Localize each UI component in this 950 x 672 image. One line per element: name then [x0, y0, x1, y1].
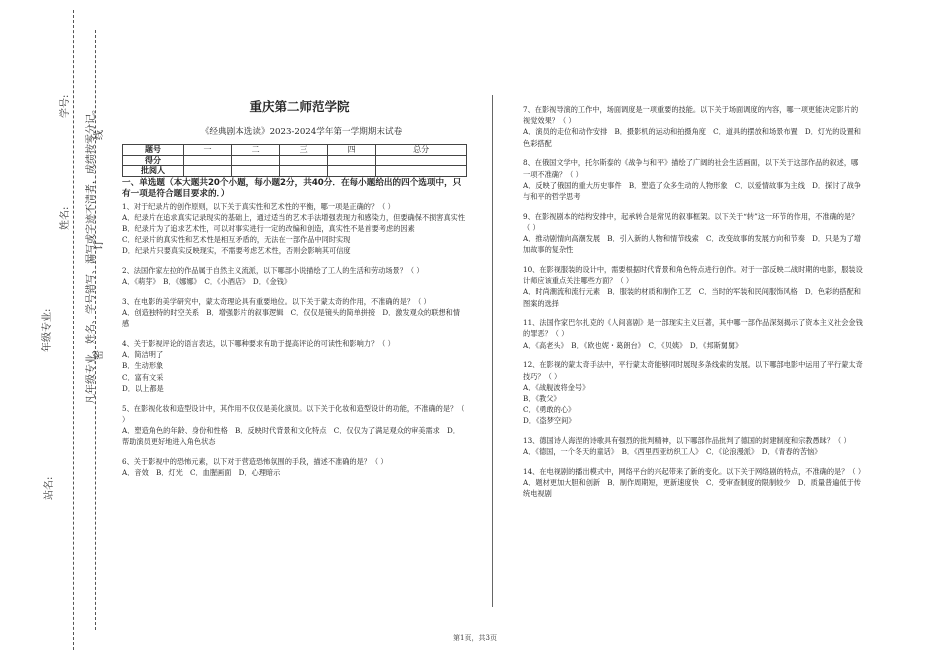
column-header: 二	[232, 145, 280, 156]
column-header: 四	[328, 145, 376, 156]
score-cell	[232, 166, 280, 177]
seal-order-mark: 订	[94, 240, 105, 250]
question-item	[523, 317, 863, 351]
question-option: B．《教父》	[523, 393, 561, 403]
question-option: D．《盗梦空间》	[523, 416, 576, 426]
question-stem: 5、在影视化妆和造型设计中，其作用不仅仅是美化演员。以下关于化妆和造型设计的功能，不准确的是？（ ）	[122, 403, 465, 424]
page-number: 第1页，共3页	[453, 634, 497, 642]
question-option: A．时尚潮流和流行元素 B．服装的材质和制作工艺 C．当时的军装和民间服饰风格 D．色彩的搭配和图案的选择	[523, 287, 861, 308]
grade-major-label: 年级专业:	[42, 308, 53, 352]
question-stem: 8、在俄国文学中，托尔斯泰的《战争与和平》描绘了广阔的社会生活画面，以下关于这部作品的叙述，哪一项不准确？（ ）	[523, 158, 859, 179]
school-title: 重庆第二师范学院	[249, 99, 350, 114]
row-label: 题号	[123, 145, 184, 156]
score-cell	[328, 166, 376, 177]
question-option: D．纪录片只要真实反映现实，不需要考虑艺术性，否则会影响其可信度	[122, 246, 351, 256]
question-option: A．《战舰波将金号》	[523, 382, 590, 392]
question-stem: 12、在影视的蒙太奇手法中，平行蒙太奇能够同时展现多条线索的发展。以下哪部电影中运用了平行蒙太奇技巧？（ ）	[523, 360, 863, 381]
question-list-right	[523, 104, 866, 500]
school-field-label: 站名:	[44, 476, 55, 500]
question-option: A．创造独特的时空关系 B．增强影片的叙事逻辑 C．仅仅是镜头的简单拼接 D．激发观众的联想和情感	[122, 308, 460, 329]
score-cell	[280, 155, 328, 166]
question-option: A．音效 B．灯光 C．血腥画面 D．心理暗示	[122, 468, 281, 478]
left-column	[122, 97, 467, 487]
student-id-label: 学号:	[60, 94, 71, 118]
column-header: 三	[280, 145, 328, 156]
question-item	[122, 456, 467, 478]
score-cell	[184, 166, 232, 177]
score-row	[123, 155, 467, 166]
score-cell	[232, 155, 280, 166]
grader-row	[123, 166, 467, 177]
question-item	[523, 264, 863, 309]
question-item	[523, 104, 863, 149]
score-cell	[184, 155, 232, 166]
question-stem: 11、法国作家巴尔扎克的《人间喜剧》是一部现实主义巨著，其中哪一部作品深刻揭示了资本主义社会金钱的罪恶？（ ）	[523, 318, 863, 339]
question-stem: 2、法国作家左拉的作品属于自然主义流派，以下哪部小说描绘了工人的生活和劳动场景？（ ）	[122, 266, 424, 276]
question-item	[122, 338, 467, 394]
question-stem: 3、在电影的美学研究中，蒙太奇理论具有重要地位。以下关于蒙太奇的作用，不准确的是？（ ）	[122, 296, 431, 306]
question-stem: 7、在影视导演的工作中，场面调度是一项重要的技能。以下关于场面调度的内容，哪一项更能决定影片的视觉效果？（ ）	[523, 105, 859, 126]
score-table	[122, 144, 467, 177]
question-option: A．《萌芽》 B．《娜娜》 C．《小酒店》 D．《金钱》	[122, 277, 292, 287]
question-option: A．《高老头》 B．《欧也妮・葛朗台》 C．《贝姨》 D．《邦斯舅舅》	[523, 340, 743, 350]
question-option: C．富有文采	[122, 372, 164, 382]
binding-notice: 凡年级专业、姓名、学号错写、漏写或字迹不清者，成绩按零分记。	[86, 104, 97, 404]
question-stem: 10、在影视服装的设计中，需要根据时代背景和角色特点进行创作。对于一部反映二战时期的电影，服装设计师应该重点关注哪些方面？（ ）	[523, 264, 863, 286]
question-option: B．纪录片为了追求艺术性，可以对事实进行一定的改编和创造，真实性不是首要考虑的因素	[122, 223, 415, 233]
question-stem: 13、德国诗人海涅的诗歌具有强烈的批判精神，以下哪部作品批判了德国的封建制度和宗教愚昧？（ ）	[523, 436, 851, 446]
column-header: 总分	[376, 145, 467, 156]
binding-strip	[0, 0, 110, 672]
score-row-header	[123, 145, 467, 156]
question-stem: 14、在电视剧的播出模式中，网络平台的兴起带来了新的变化。以下关于网络剧的特点，不准确的是？（ ）	[523, 466, 866, 476]
question-option: C．《勇敢的心》	[523, 405, 576, 415]
question-stem: 6、关于影视中的恐怖元素，以下对于营造恐怖氛围的手段，描述不准确的是？（ ）	[122, 456, 388, 466]
question-item	[122, 201, 467, 257]
score-cell	[376, 155, 467, 166]
name-label: 姓名:	[60, 206, 71, 230]
question-item	[523, 359, 863, 426]
question-option: A．《德国，一个冬天的童话》 B．《西里西亚纺织工人》 C．《论浪漫派》 D．《青春的苦恼》	[523, 447, 822, 457]
question-stem: 9、在影视剧本的结构安排中，起承转合是常见的叙事框架。以下关于“转”这一环节的作用，不准确的是？（ ）	[523, 211, 859, 232]
question-option: A．推动剧情向高潮发展 B．引入新的人物和情节线索 C．改变故事的发展方向和节奏 D．只是为了增加故事的复杂性	[523, 234, 861, 255]
section-heading: 一、单选题（本大题共20个小题，每小题2分，共40分．在每小题给出的四个选项中，只有一项是符合题目要求的．）	[122, 177, 462, 199]
question-stem: 1、对于纪录片的创作原则，以下关于真实性和艺术性的平衡，哪一项是正确的？（ ）	[122, 201, 395, 211]
score-cell	[376, 166, 467, 177]
question-option: A．塑造角色的年龄、身份和性格 B．反映时代背景和文化特点 C．仅仅为了满足观众的审美需求 D．帮助演员更好地进入角色状态	[122, 425, 460, 447]
question-option: A．反映了俄国的重大历史事件 B．塑造了众多生动的人物形象 C．以爱情故事为主线 D．探讨了战争与和平的哲学思考	[523, 180, 861, 201]
cut-line-outer	[73, 10, 74, 650]
question-option: B．生动形象	[122, 361, 164, 371]
question-option: D．以上都是	[122, 383, 164, 393]
question-item	[523, 211, 863, 256]
row-label: 批阅人	[123, 166, 184, 177]
question-list-left	[122, 201, 467, 479]
question-item	[122, 403, 467, 448]
question-item	[523, 157, 863, 202]
column-header: 一	[184, 145, 232, 156]
score-cell	[280, 166, 328, 177]
question-option: A．题材更加大胆和创新 B．制作周期短，更新速度快 C．受审查制度的限制较少 D．质量普遍低于传统电视剧	[523, 478, 861, 499]
exam-title: 《经典剧本选读》2023-2024学年第一学期期末试卷	[200, 127, 403, 137]
score-cell	[328, 155, 376, 166]
column-divider	[492, 95, 493, 607]
question-option: A．简洁明了	[122, 350, 164, 360]
question-stem: 4、关于影视评论的语言表达，以下哪种要求有助于提高评论的可读性和影响力？（ ）	[122, 339, 395, 349]
question-item	[523, 466, 866, 500]
seal-secret-mark: 密	[94, 350, 105, 360]
question-option: A．演员的走位和动作安排 B．摄影机的运动和拍摄角度 C．道具的摆放和场景布置 D．灯光的设置和色彩搭配	[523, 127, 861, 148]
row-label: 得分	[123, 155, 184, 166]
question-option: C．纪录片的真实性和艺术性是相互矛盾的，无法在一部作品中同时实现	[122, 235, 351, 245]
question-option: A．纪录片在追求真实记录现实的基础上，通过适当的艺术手法增强表现力和感染力，但要确保不损害真实性	[122, 212, 466, 222]
right-column	[523, 104, 866, 508]
question-item	[122, 296, 467, 330]
question-item	[523, 435, 863, 457]
seal-line-mark: 线	[94, 130, 105, 140]
question-item	[122, 265, 467, 287]
